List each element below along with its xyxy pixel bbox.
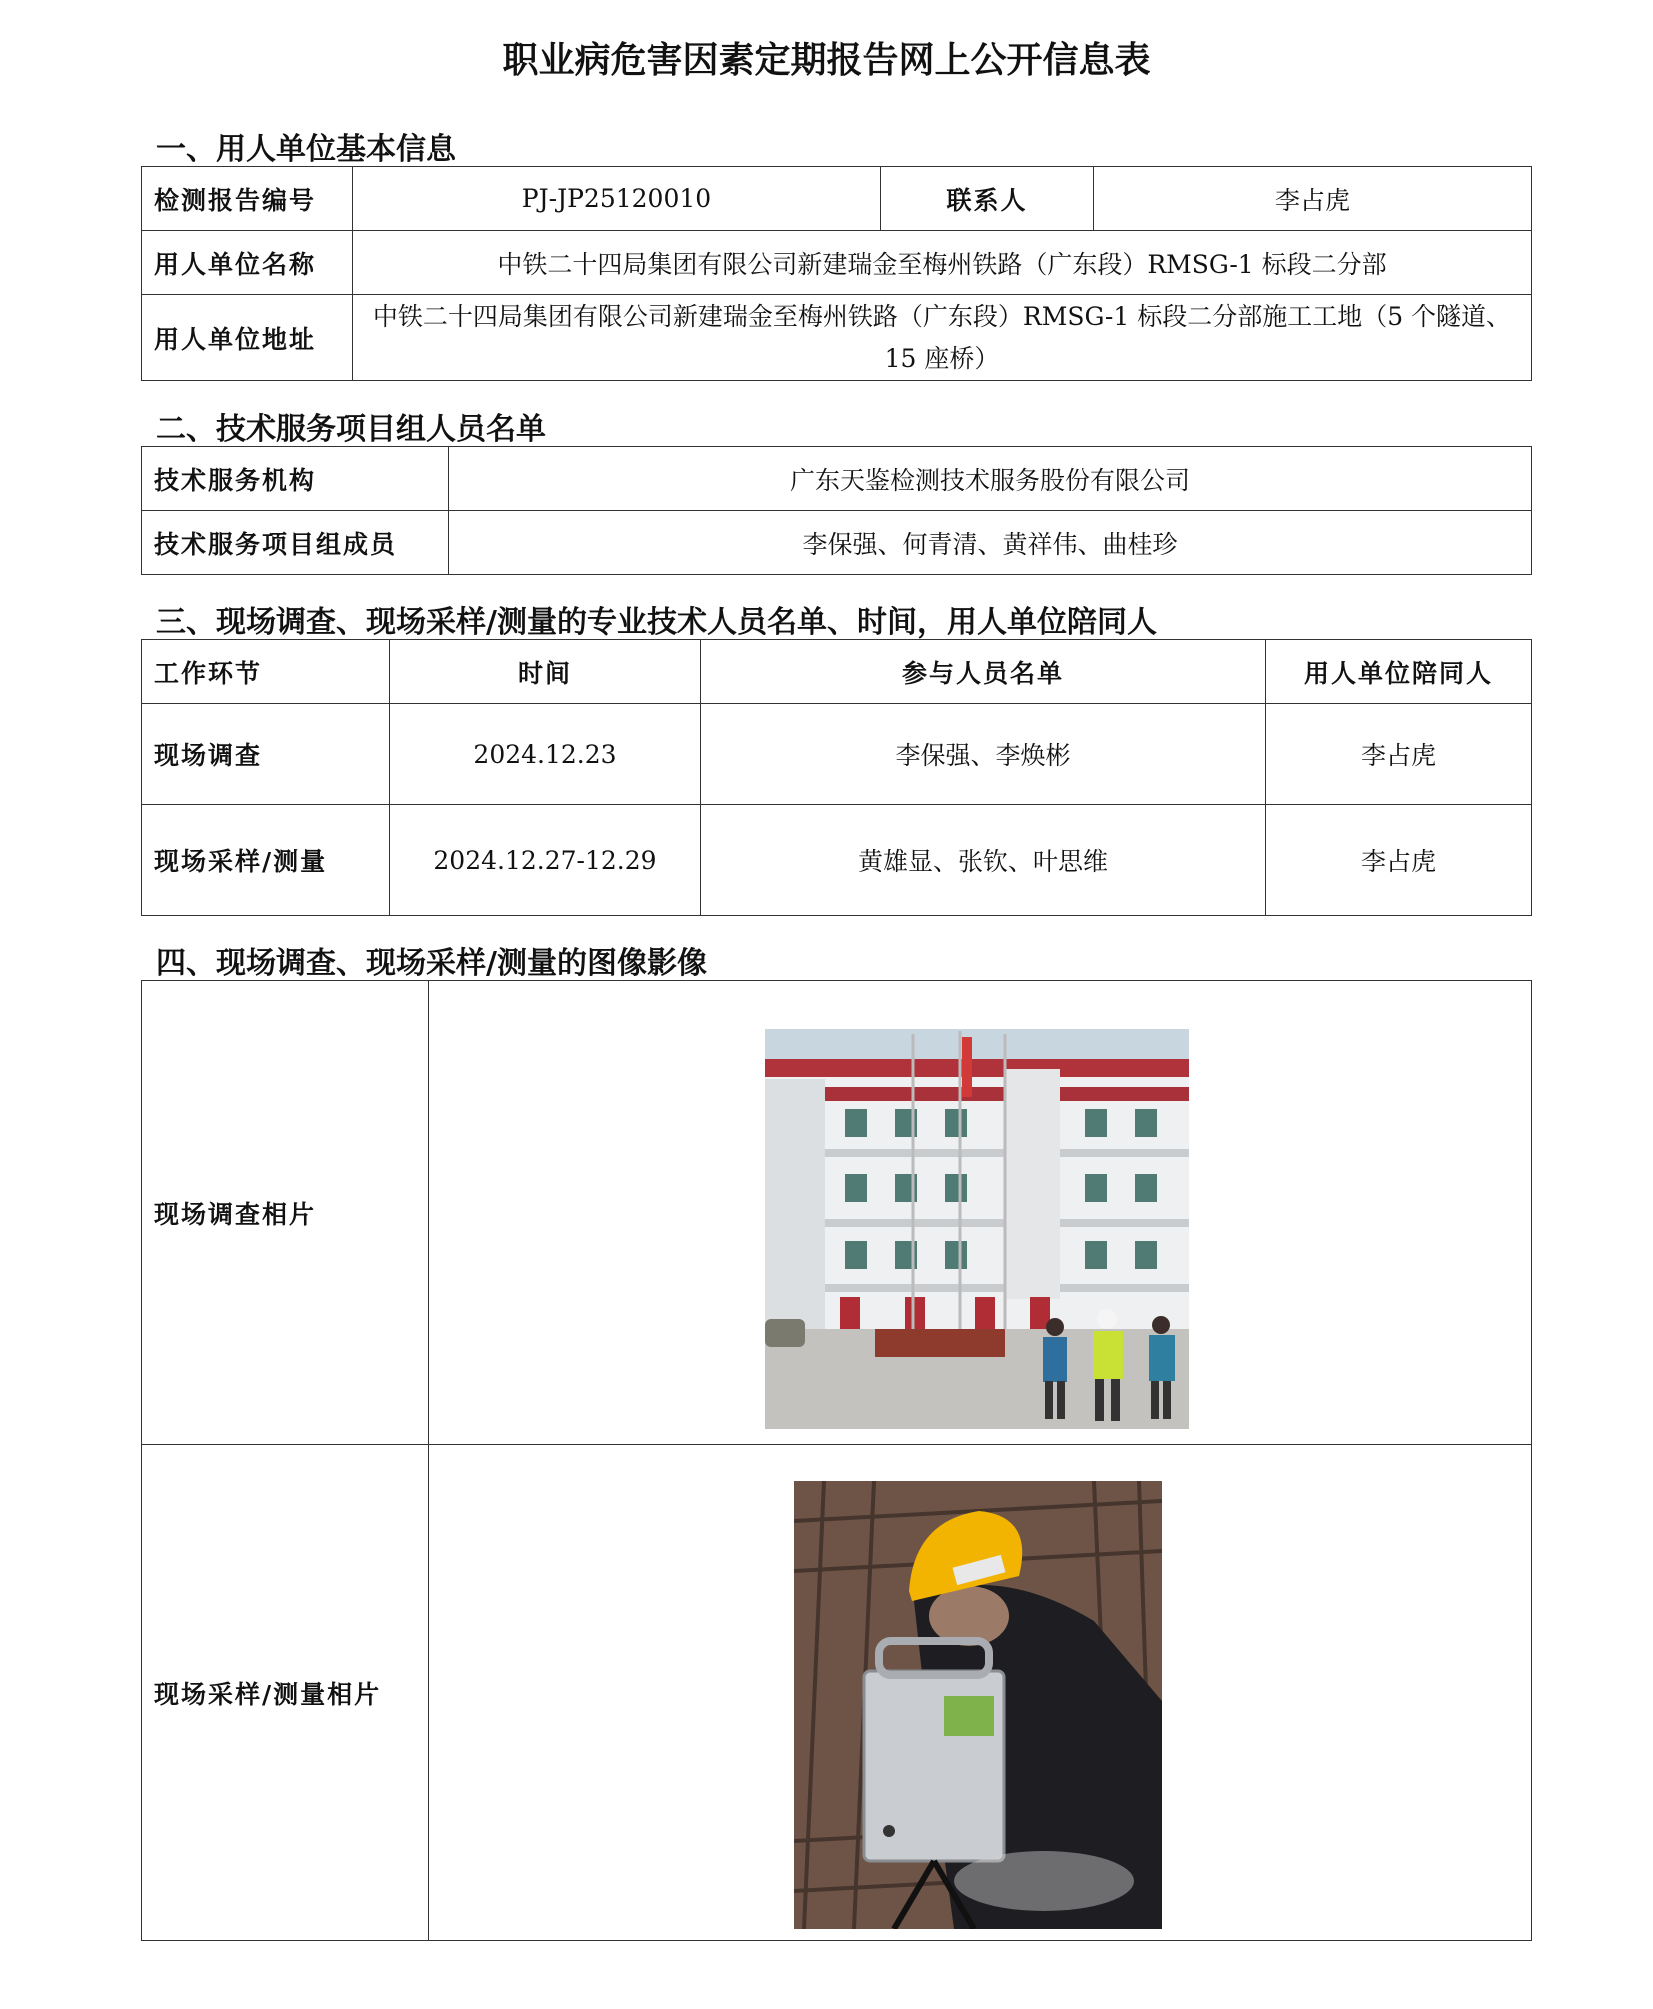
row-stage: 现场调查 [142,704,390,805]
org-value: 广东天鉴检测技术服务股份有限公司 [449,447,1532,511]
report-no-value: PJ-JP25120010 [353,167,881,231]
header-time: 时间 [390,640,701,704]
contact-label: 联系人 [881,167,1094,231]
row-people: 李保强、李焕彬 [701,704,1266,805]
sampling-illustration [794,1481,1162,1929]
sampling-photo-label: 现场采样/测量相片 [142,1445,429,1941]
service-team-table [141,446,1532,575]
row-time: 2024.12.23 [390,704,701,805]
section2-heading: 二、技术服务项目组人员名单 [156,412,546,447]
row-people: 黄雄显、张钦、叶思维 [701,805,1266,916]
survey-photo-label: 现场调查相片 [142,981,429,1445]
building-illustration [765,1029,1189,1429]
header-people: 参与人员名单 [701,640,1266,704]
report-no-label: 检测报告编号 [142,167,353,231]
section1-heading: 一、用人单位基本信息 [156,132,456,167]
org-label: 技术服务机构 [142,447,449,511]
unit-address-value: 中铁二十四局集团有限公司新建瑞金至梅州铁路（广东段）RMSG-1 标段二分部施工工地（5 个隧道、15 座桥） [353,295,1532,381]
members-label: 技术服务项目组成员 [142,511,449,575]
table-row [142,704,1532,805]
row-stage: 现场采样/测量 [142,805,390,916]
unit-name-value: 中铁二十四局集团有限公司新建瑞金至梅州铁路（广东段）RMSG-1 标段二分部 [353,231,1532,295]
basic-info-table [141,166,1532,381]
section4-heading: 四、现场调查、现场采样/测量的图像影像 [156,946,707,981]
section3-heading: 三、现场调查、现场采样/测量的专业技术人员名单、时间，用人单位陪同人 [156,605,1157,640]
page-title: 职业病危害因素定期报告网上公开信息表 [502,40,1151,81]
row-escort: 李占虎 [1266,805,1532,916]
table-row [142,805,1532,916]
members-value: 李保强、何青清、黄祥伟、曲桂珍 [449,511,1532,575]
unit-address-label: 用人单位地址 [142,295,353,381]
header-stage: 工作环节 [142,640,390,704]
row-escort: 李占虎 [1266,704,1532,805]
row-time: 2024.12.27-12.29 [390,805,701,916]
sampling-photo [794,1481,1162,1929]
fieldwork-table [141,639,1532,916]
contact-value: 李占虎 [1094,167,1532,231]
unit-name-label: 用人单位名称 [142,231,353,295]
header-escort: 用人单位陪同人 [1266,640,1532,704]
survey-photo [765,1029,1189,1429]
